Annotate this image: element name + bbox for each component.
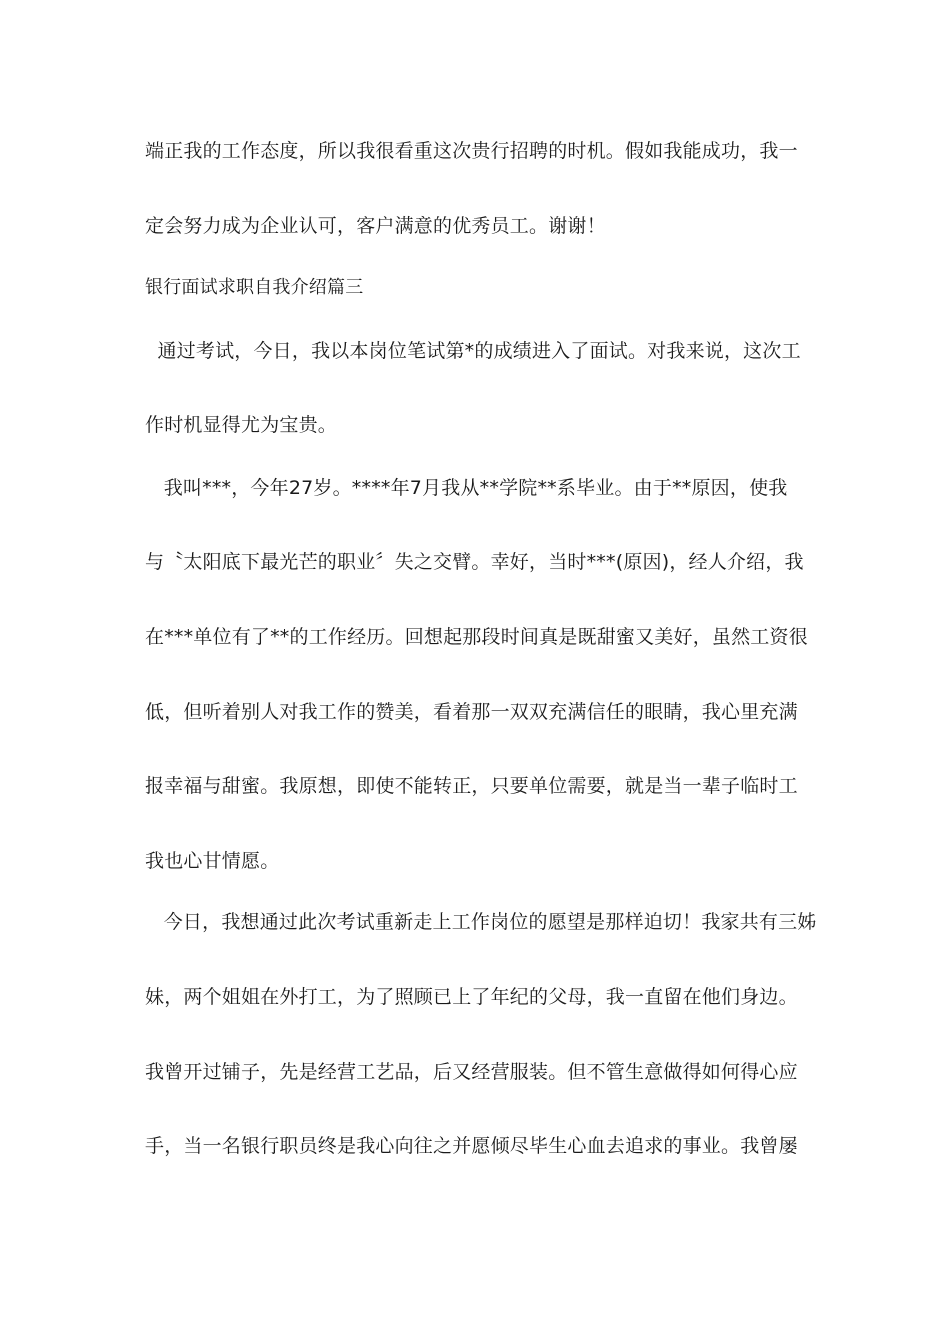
paragraph-line: 我也心甘情愿。 bbox=[145, 850, 280, 872]
paragraph-line: 我曾开过铺子，先是经营工艺品，后又经营服装。但不管生意做得如何得心应 bbox=[145, 1061, 798, 1083]
paragraph-line: 妹，两个姐姐在外打工，为了照顾已上了年纪的父母，我一直留在他们身边。 bbox=[145, 986, 798, 1008]
paragraph-line: 今日，我想通过此次考试重新走上工作岗位的愿望是那样迫切！我家共有三姊 bbox=[145, 911, 817, 933]
paragraph-line: 在***单位有了**的工作经历。回想起那段时间真是既甜蜜又美好，虽然工资很 bbox=[145, 626, 808, 648]
paragraph-line: 与〝太阳底下最光芒的职业〞失之交臂。幸好，当时***(原因)，经人介绍，我 bbox=[145, 551, 804, 573]
section-heading: 银行面试求职自我介绍篇三 bbox=[145, 277, 364, 298]
paragraph-line: 作时机显得尤为宝贵。 bbox=[145, 414, 338, 436]
paragraph-line: 端正我的工作态度，所以我很看重这次贵行招聘的时机。假如我能成功，我一 bbox=[145, 140, 798, 162]
paragraph-line: 报幸福与甜蜜。我原想，即使不能转正，只要单位需要，就是当一辈子临时工 bbox=[145, 775, 798, 797]
paragraph-line: 手，当一名银行职员终是我心向往之并愿倾尽毕生心血去追求的事业。我曾屡 bbox=[145, 1135, 798, 1157]
paragraph-line: 通过考试，今日，我以本岗位笔试第*的成绩进入了面试。对我来说，这次工 bbox=[145, 340, 801, 362]
paragraph-line: 低，但听着别人对我工作的赞美，看着那一双双充满信任的眼睛，我心里充满 bbox=[145, 701, 798, 723]
paragraph-line: 我叫***，今年27岁。****年7月我从**学院**系毕业。由于**原因，使我 bbox=[145, 477, 788, 499]
paragraph-line: 定会努力成为企业认可，客户满意的优秀员工。谢谢！ bbox=[145, 215, 606, 237]
